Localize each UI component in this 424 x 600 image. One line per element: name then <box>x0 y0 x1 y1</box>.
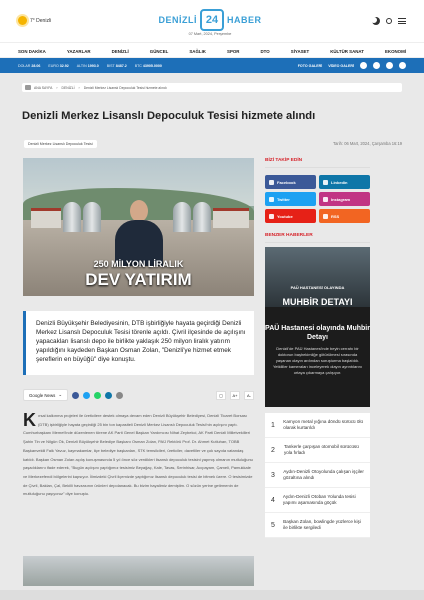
rate-item <box>18 64 40 68</box>
facebook-icon[interactable] <box>360 62 367 69</box>
breadcrumb-category[interactable]: DENİZLİ <box>61 85 75 90</box>
list-item[interactable] <box>265 513 370 538</box>
font-increase-button[interactable]: A+ <box>230 391 240 400</box>
follow-widget <box>265 158 370 223</box>
speaker-photo <box>115 200 163 266</box>
home-icon[interactable] <box>25 85 31 90</box>
follow-linkedin-button[interactable] <box>319 175 370 189</box>
youtube-icon[interactable] <box>399 62 406 69</box>
list-item-title: Başkan Zolan, bowlingde yüzlerce kişi ile birlikte sergiledi <box>283 518 361 530</box>
divider <box>265 242 370 243</box>
header-icons <box>372 17 406 25</box>
site-header <box>0 0 424 42</box>
list-item-number: 1 <box>271 421 275 429</box>
google-news-label: Google News <box>29 392 56 398</box>
facebook-icon <box>269 180 274 185</box>
comment-icon[interactable]: ▢ <box>216 391 226 400</box>
nav-item[interactable]: DENİZLİ <box>111 48 129 54</box>
video-gallery-link[interactable]: VİDEO GALERİ <box>328 63 354 68</box>
whatsapp-share-icon[interactable] <box>94 392 101 399</box>
rate-value: 43905.0000 <box>142 63 162 68</box>
building <box>31 208 61 228</box>
article-body <box>23 412 254 499</box>
nav-item[interactable]: YAZARLAR <box>66 48 91 54</box>
rate-item <box>77 64 99 68</box>
list-item-title: Aydın-Denizli Otoban Yolunda tesisi yapımı aşamasında göçük <box>282 493 356 505</box>
linkedin-share-icon[interactable] <box>105 392 112 399</box>
rate-label: ALTIN <box>76 63 87 68</box>
nav-item[interactable]: GÜNCEL <box>149 48 169 54</box>
rate-item <box>135 64 162 68</box>
chevron-down-icon: ⌄ <box>58 392 63 397</box>
font-decrease-button[interactable]: A- <box>244 391 254 400</box>
nav-item[interactable]: SON DAKİKA <box>18 48 46 54</box>
breadcrumb-home[interactable]: ANA SAYFA <box>34 85 53 90</box>
nav-item[interactable]: SİYASET <box>290 48 310 54</box>
news-card-summary: Denizli'de PAÜ Hastanesi'nde beyin cerrahı bir doktorun başhekimliğe götürülmesi sırasında yaşanan olayın ardından soruşturma başlatıldı. Yetkililer kameraları inceleyerek olayın ayrıntılarını ortaya çıkarmaya çalışıyor. <box>273 346 363 375</box>
follow-label: Instagram <box>331 196 351 202</box>
logo-right: HABER <box>226 15 262 25</box>
silo <box>173 202 191 232</box>
divider <box>265 167 370 168</box>
list-item[interactable] <box>265 488 370 513</box>
logo-left: DENİZLİ <box>158 15 197 25</box>
list-item[interactable] <box>265 438 370 463</box>
nav-item[interactable]: DTO <box>260 48 270 54</box>
rate-value: 32.92 <box>59 63 69 68</box>
link-share-icon[interactable] <box>116 392 123 399</box>
list-item[interactable] <box>265 413 370 438</box>
search-icon[interactable] <box>386 18 392 24</box>
linkedin-icon <box>323 180 328 185</box>
dark-mode-icon[interactable] <box>372 17 380 25</box>
breadcrumb <box>22 83 402 92</box>
follow-facebook-button[interactable] <box>265 175 316 189</box>
page-footer <box>0 590 424 600</box>
facebook-share-icon[interactable] <box>72 392 79 399</box>
nav-item[interactable]: KÜLTÜR SANAT <box>330 48 364 54</box>
follow-twitter-button[interactable] <box>265 192 316 206</box>
youtube-icon <box>269 214 274 219</box>
hero-caption-top: 250 MİLYON LİRALIK <box>93 259 184 269</box>
related-news-card[interactable] <box>265 247 370 407</box>
social-grid <box>265 175 370 223</box>
related-news-title: BENZER HABERLER <box>265 233 313 238</box>
logo-badge: 24 <box>200 9 224 31</box>
article-body-text: ırsal kalkınma projeleri ile üreticilere destek olmaya devam eden Denizli Büyükşehir Belediyesi, Denizli Ticaret Borsası (DTB) işbirliğiyle hayata geçirdiği 25 bin ton kapasiteli Denizli Merkez Lisanslı Depoculuk Tesisi'nin açılışını yaptı. Cumhurbaşkanı Memet'inde düzenlenen törene AK Parti Genel Başkan Yardımcısı Nihat Zeybekci, AK Parti Denizli Milletvekilleri Şahin Tin ve Nilgün Ök, Denizli Büyükşehir Belediye Başkanı Osman Zolan, PAÜ Rektörü Prof. Dr. Ahmet Kutluhan, TOBB Başkanvekili Faik Yavuz, kaymakamlar, ilçe belediye başkanları, STK temsilcileri, üreticiler, davetliler ve çok sayıda vatandaş katıldı. Başkan Osman Zolan açılış konuşmasında 5 yıl önce söz verdikleri lisanslı depoculuk tesisini yapmış olmanın mutluluğunu yaşadıklarını ifade ederek, "Bugün açılışını yaptığımız tesisimiz Beyağaç, Kale, Tavas, Serinhisar, Acıpayam, Çameli, Pamukkale ve Merkezefendi bölgelerini kapsıyor. İlimizdeki Çivril ilçemizde yaptığımız lisanslı depoculuk tesisi de bitmek üzere. O tesisimizde de Çivril, Baklan, Çal, Bekilli havzasının ürünleri depolanacak. Bu bizim hayalimiz demiştim. O sözün yerine getirmenin de mutluluğunu yaşıyoruz" diye konuştu. <box>23 413 253 497</box>
rate-item <box>107 64 127 68</box>
silo <box>83 202 101 232</box>
article-tools <box>23 388 254 402</box>
article-inline-image <box>23 556 254 586</box>
weather-text: 7° Denizli <box>30 17 52 24</box>
rss-icon <box>323 214 328 219</box>
instagram-icon <box>323 197 328 202</box>
breadcrumb-separator: › <box>78 85 80 90</box>
page-title: Denizli Merkez Lisanslı Depoculuk Tesisi hizmete alındı <box>22 110 316 122</box>
twitter-icon[interactable] <box>373 62 380 69</box>
weather-widget[interactable] <box>18 16 51 25</box>
twitter-share-icon[interactable] <box>83 392 90 399</box>
main-nav <box>0 42 424 58</box>
rate-value: 28.06 <box>31 63 41 68</box>
hero-caption-main: DEV YATIRIM <box>85 270 192 289</box>
hero-image <box>23 158 254 296</box>
header-date: 07 Mart, 2024, Perşembe <box>188 32 232 36</box>
speaker-head <box>130 200 148 222</box>
list-item-number: 4 <box>271 496 275 504</box>
gallery-links <box>298 58 406 73</box>
google-news-button[interactable] <box>23 389 68 401</box>
nav-item[interactable]: SPOR <box>227 48 240 54</box>
list-item-number: 2 <box>271 446 275 454</box>
follow-title: BİZİ TAKİP EDİN <box>265 158 303 163</box>
twitter-icon <box>269 197 274 202</box>
rate-value: 8487.2 <box>115 63 127 68</box>
follow-label: Facebook <box>277 179 296 185</box>
news-card-big: MUHBİR DETAYI <box>282 297 353 307</box>
rate-label: BTC <box>134 63 142 68</box>
instagram-icon[interactable] <box>386 62 393 69</box>
follow-youtube-button[interactable] <box>265 209 316 223</box>
follow-instagram-button[interactable] <box>319 192 370 206</box>
news-card-tag: PAÜ HASTANESİ OLAYINDA <box>290 285 345 290</box>
photo-gallery-link[interactable]: FOTO GALERİ <box>297 63 323 68</box>
nav-item[interactable]: EKONOMİ <box>385 48 406 54</box>
follow-label: RSS <box>331 213 340 219</box>
related-news-list <box>265 413 370 538</box>
nav-item[interactable]: SAĞLIK <box>189 48 206 54</box>
article-lead: Denizli Büyükşehir Belediyesinin, DTB işbirliğiyle hayata geçirdiği Denizli Merkez Lisanslı Depoculuk Tesisi törenle açıldı. Çivril ilçesinde de açılışını yapacakları lisanslı depo ile birlikte yaklaşık 250 milyon liralık yatırım yapıldığını kaydeden Başkan Osman Zolan, "Denizli'ye hizmet etmek şereflerin en büyüğü" diye konuştu. <box>23 311 254 375</box>
publish-date: Tarih: 06 Mart, 2024, Çarşamba 16:19 <box>333 141 402 146</box>
follow-label: Youtube <box>277 213 293 219</box>
site-logo[interactable] <box>155 9 265 31</box>
list-item-number: 3 <box>271 471 275 479</box>
list-item-number: 5 <box>271 521 275 529</box>
rate-label: BIST <box>106 63 115 68</box>
follow-label: Twitter <box>277 196 290 202</box>
rate-label: DOLAR <box>18 63 31 68</box>
silo <box>193 202 211 232</box>
list-item-title: Kamyon metal yığına döndü sürücü ölü olarak kurtarıldı <box>283 418 363 430</box>
rate-label: EURO <box>48 63 59 68</box>
list-item[interactable] <box>265 463 370 488</box>
list-item-title: Aydın-Denizli Otoyolunda çalışan işçiler gözaltına alındı <box>283 468 364 480</box>
currency-rates <box>18 58 162 73</box>
silo <box>63 202 81 232</box>
follow-rss-button[interactable] <box>319 209 370 223</box>
list-item-title: Tankerle çarpışan otomobil sürücüsü yola fırladı <box>283 443 359 455</box>
building <box>213 208 249 228</box>
follow-label: Linkedin <box>331 179 348 185</box>
hamburger-menu-icon[interactable] <box>398 18 406 24</box>
sun-icon <box>18 16 27 25</box>
breadcrumb-current: Denizli Merkez Lisanslı Depoculuk Tesisi hizmete alındı <box>83 85 167 90</box>
info-bar <box>0 58 424 73</box>
news-card-headline: PAÜ Hastanesi olayında Muhbir Detayı <box>265 325 370 341</box>
dropcap: K <box>23 410 36 430</box>
rate-item <box>48 64 68 68</box>
rate-value: 1993.0 <box>87 63 99 68</box>
breadcrumb-separator: › <box>56 85 58 90</box>
category-tag[interactable]: Denizli Merkez Lisanslı Depoculuk Tesisi <box>24 140 97 148</box>
